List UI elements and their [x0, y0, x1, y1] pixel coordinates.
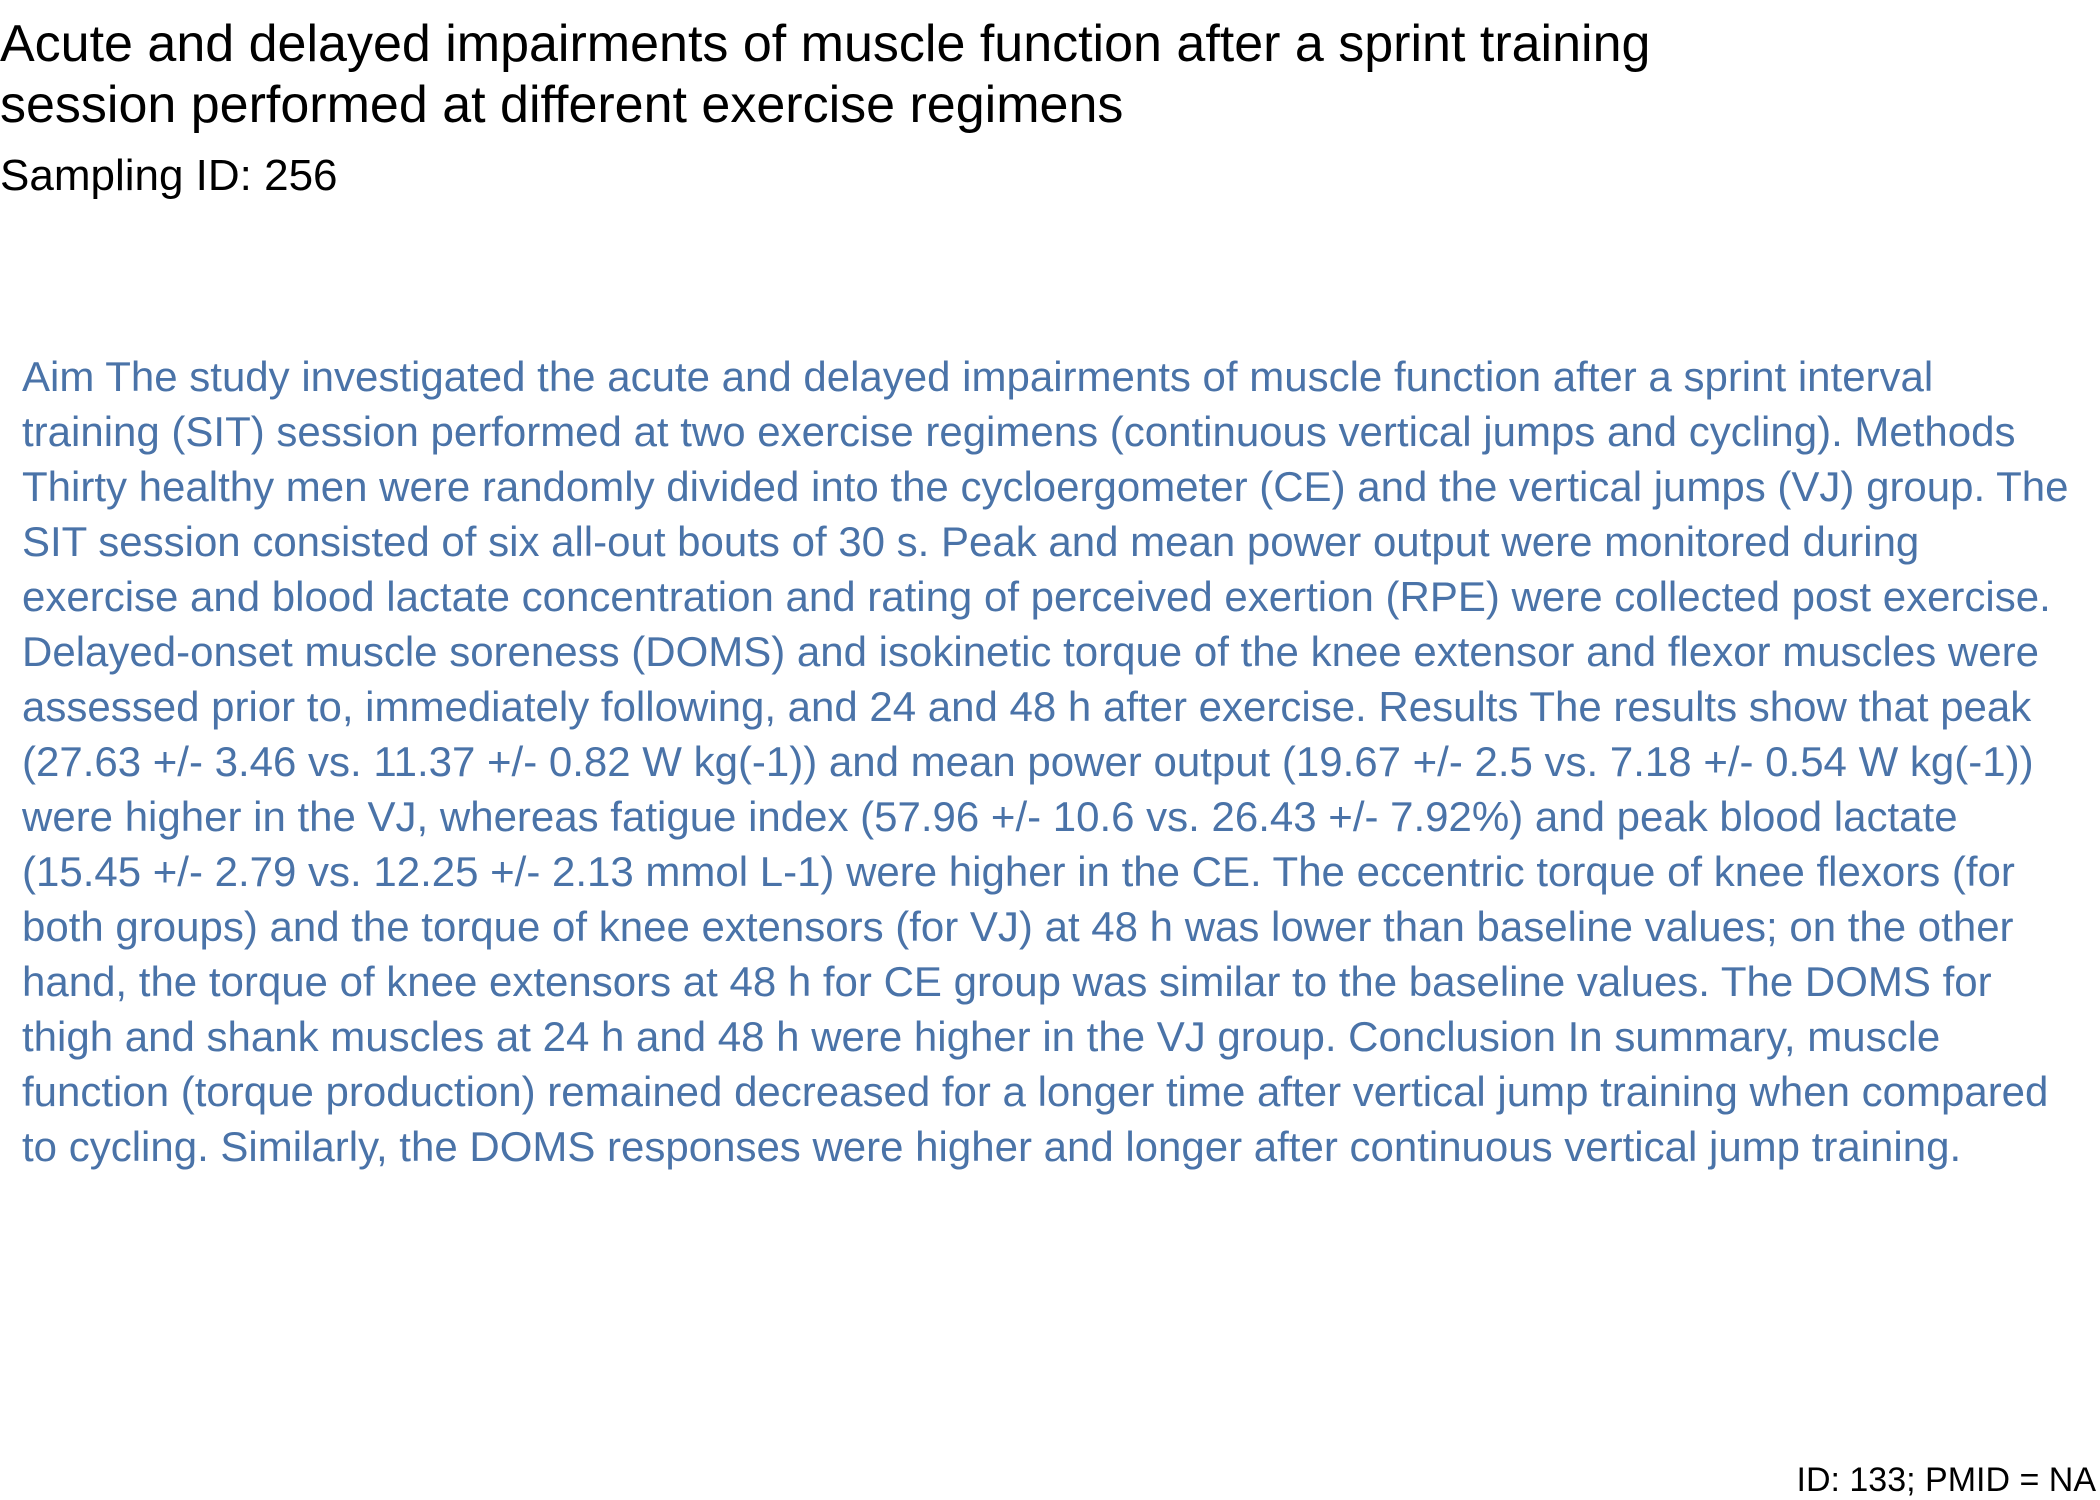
document-title: Acute and delayed impairments of muscle function after a sprint training session performed at different exercise regimens [0, 15, 1651, 134]
footer-id: ID: 133; PMID = NA [1796, 1461, 2096, 1499]
abstract-text: Aim The study investigated the acute and delayed impairments of muscle function after a sprint interval training (SIT) session performed at two exercise regimens (continuous vertical jumps and cycling). Methods Thirty healthy men were randomly divided into the cycloergometer (CE) and the vertical jumps (VJ) group. The SIT session consisted of six all-out bouts of 30 s. Peak and mean power output were monitored during exercise and blood lactate concentration and rating of perceived exertion (RPE) were collected post exercise. Delayed-onset muscle soreness (DOMS) and isokinetic torque of the knee extensor and flexor muscles were assessed prior to, immediately following, and 24 and 48 h after exercise. Results The results show that peak (27.63 +/- 3.46 vs. 11.37 +/- 0.82 W kg(-1)) and mean power output (19.67 +/- 2.5 vs. 7.18 +/- 0.54 W kg(-1)) were higher in the VJ, whereas fatigue index (57.96 +/- 10.6 vs. 26.43 +/- 7.92%) and peak blood lactate (15.45 +/- 2.79 vs. 12.25 +/- 2.13 mmol L-1) were higher in the CE. The eccentric torque of knee flexors (for both groups) and the torque of knee extensors (for VJ) at 48 h was lower than baseline values; on the other hand, the torque of knee extensors at 48 h for CE group was similar to the baseline values. The DOMS for thigh and shank muscles at 24 h and 48 h were higher in the VJ group. Conclusion In summary, muscle function (torque production) remained decreased for a longer time after vertical jump training when compared to cycling. Similarly, the DOMS responses were higher and longer after continuous vertical jump training. [22, 353, 2069, 1170]
sampling-id: Sampling ID: 256 [0, 151, 338, 200]
